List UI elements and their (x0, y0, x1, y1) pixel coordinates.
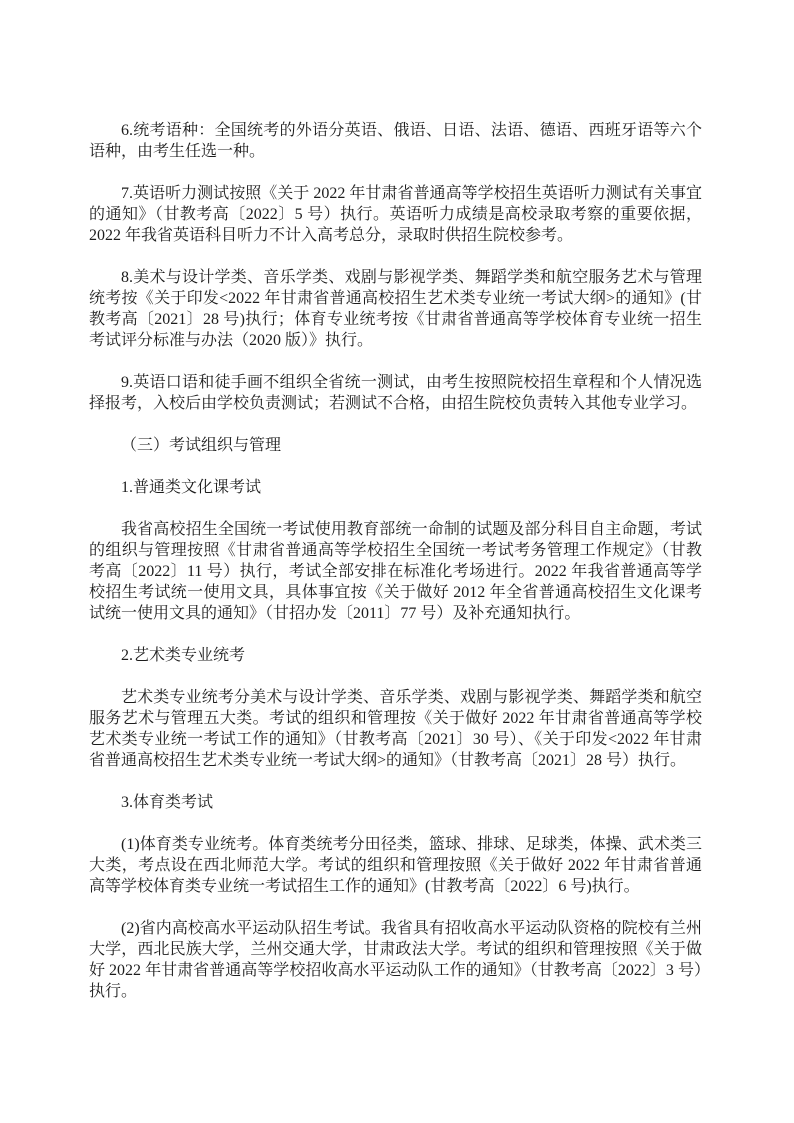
paragraph-general-culture-exam-details: 我省高校招生全国统一考试使用教育部统一命制的试题及部分科目自主命题，考试的组织与管理按照《甘肃省普通高等学校招生全国统一考试考务管理工作规定》（甘教考高〔2022〕11 号）执行，考试全部安排在标准化考场进行。2022 年我省普通高等学校招生考试统一使用文具，具体事宜按《关于做好 2012 年全省普通高校招生文化课考试统一使用文具的通知》（甘招办发〔2011〕77 号）及补充通知执行。 (89, 521, 702, 622)
paragraph-high-level-sports-team-exam: (2)省内高校高水平运动队招生考试。我省具有招收高水平运动队资格的院校有兰州大学，西北民族大学，兰州交通大学，甘肃政法大学。考试的组织和管理按照《关于做好 2022 年甘肃省普通高等学校招收高水平运动队工作的通知》（甘教考高〔2022〕3 号）执行。 (89, 920, 702, 1000)
paragraph-unified-exam-languages: 6.统考语种：全国统考的外语分英语、俄语、日语、法语、德语、西班牙语等六个语种，由考生任选一种。 (89, 122, 702, 160)
paragraph-art-major-unified-exam-details: 艺术类专业统考分美术与设计学类、音乐学类、戏剧与影视学类、舞蹈学类和航空服务艺术与管理五大类。考试的组织和管理按《关于做好 2022 年甘肃省普通高等学校艺术类专业统一考试工作的通知》（甘教考高〔2021〕30 号）、《关于印发<2022 年甘肃省普通高校招生艺术类专业统一考试大纲>的通知》（甘教考高〔2021〕28 号）执行。 (89, 689, 702, 769)
paragraph-english-oral-freehand-test: 9.英语口语和徒手画不组织全省统一测试，由考生按照院校招生章程和个人情况选择报考，入校后由学校负责测试；若测试不合格，由招生院校负责转入其他专业学习。 (89, 374, 702, 412)
heading-art-major-unified-exam: 2.艺术类专业统考 (121, 647, 246, 664)
heading-section-three-exam-organization: （三）考试组织与管理 (121, 437, 282, 454)
heading-general-culture-exam: 1.普通类文化课考试 (121, 479, 262, 496)
heading-pe-exams: 3.体育类考试 (121, 794, 214, 811)
paragraph-art-pe-unified-exams: 8.美术与设计学类、音乐学类、戏剧与影视学类、舞蹈学类和航空服务艺术与管理统考按《关于印发<2022 年甘肃省普通高校招生艺术类专业统一考试大纲>的通知》(甘教考高〔2021〕28 号)执行；体育专业统考按《甘肃省普通高等学校体育专业统一招生考试评分标准与办法（2020 版）》执行。 (89, 269, 702, 349)
paragraph-pe-unified-exam: (1)体育类专业统考。体育类统考分田径类，篮球、排球、足球类，体操、武术类三大类，考点设在西北师范大学。考试的组织和管理按照《关于做好 2022 年甘肃省普通高等学校体育类专业统一考试招生工作的通知》(甘教考高〔2022〕6 号)执行。 (89, 836, 702, 895)
document-text-block (89, 120, 702, 1023)
paragraph-english-listening-test: 7.英语听力测试按照《关于 2022 年甘肃省普通高等学校招生英语听力测试有关事宜的通知》（甘教考高〔2022〕5 号）执行。英语听力成绩是高校录取考察的重要依据，2022 年我省英语科目听力不计入高考总分，录取时供招生院校参考。 (89, 185, 702, 244)
